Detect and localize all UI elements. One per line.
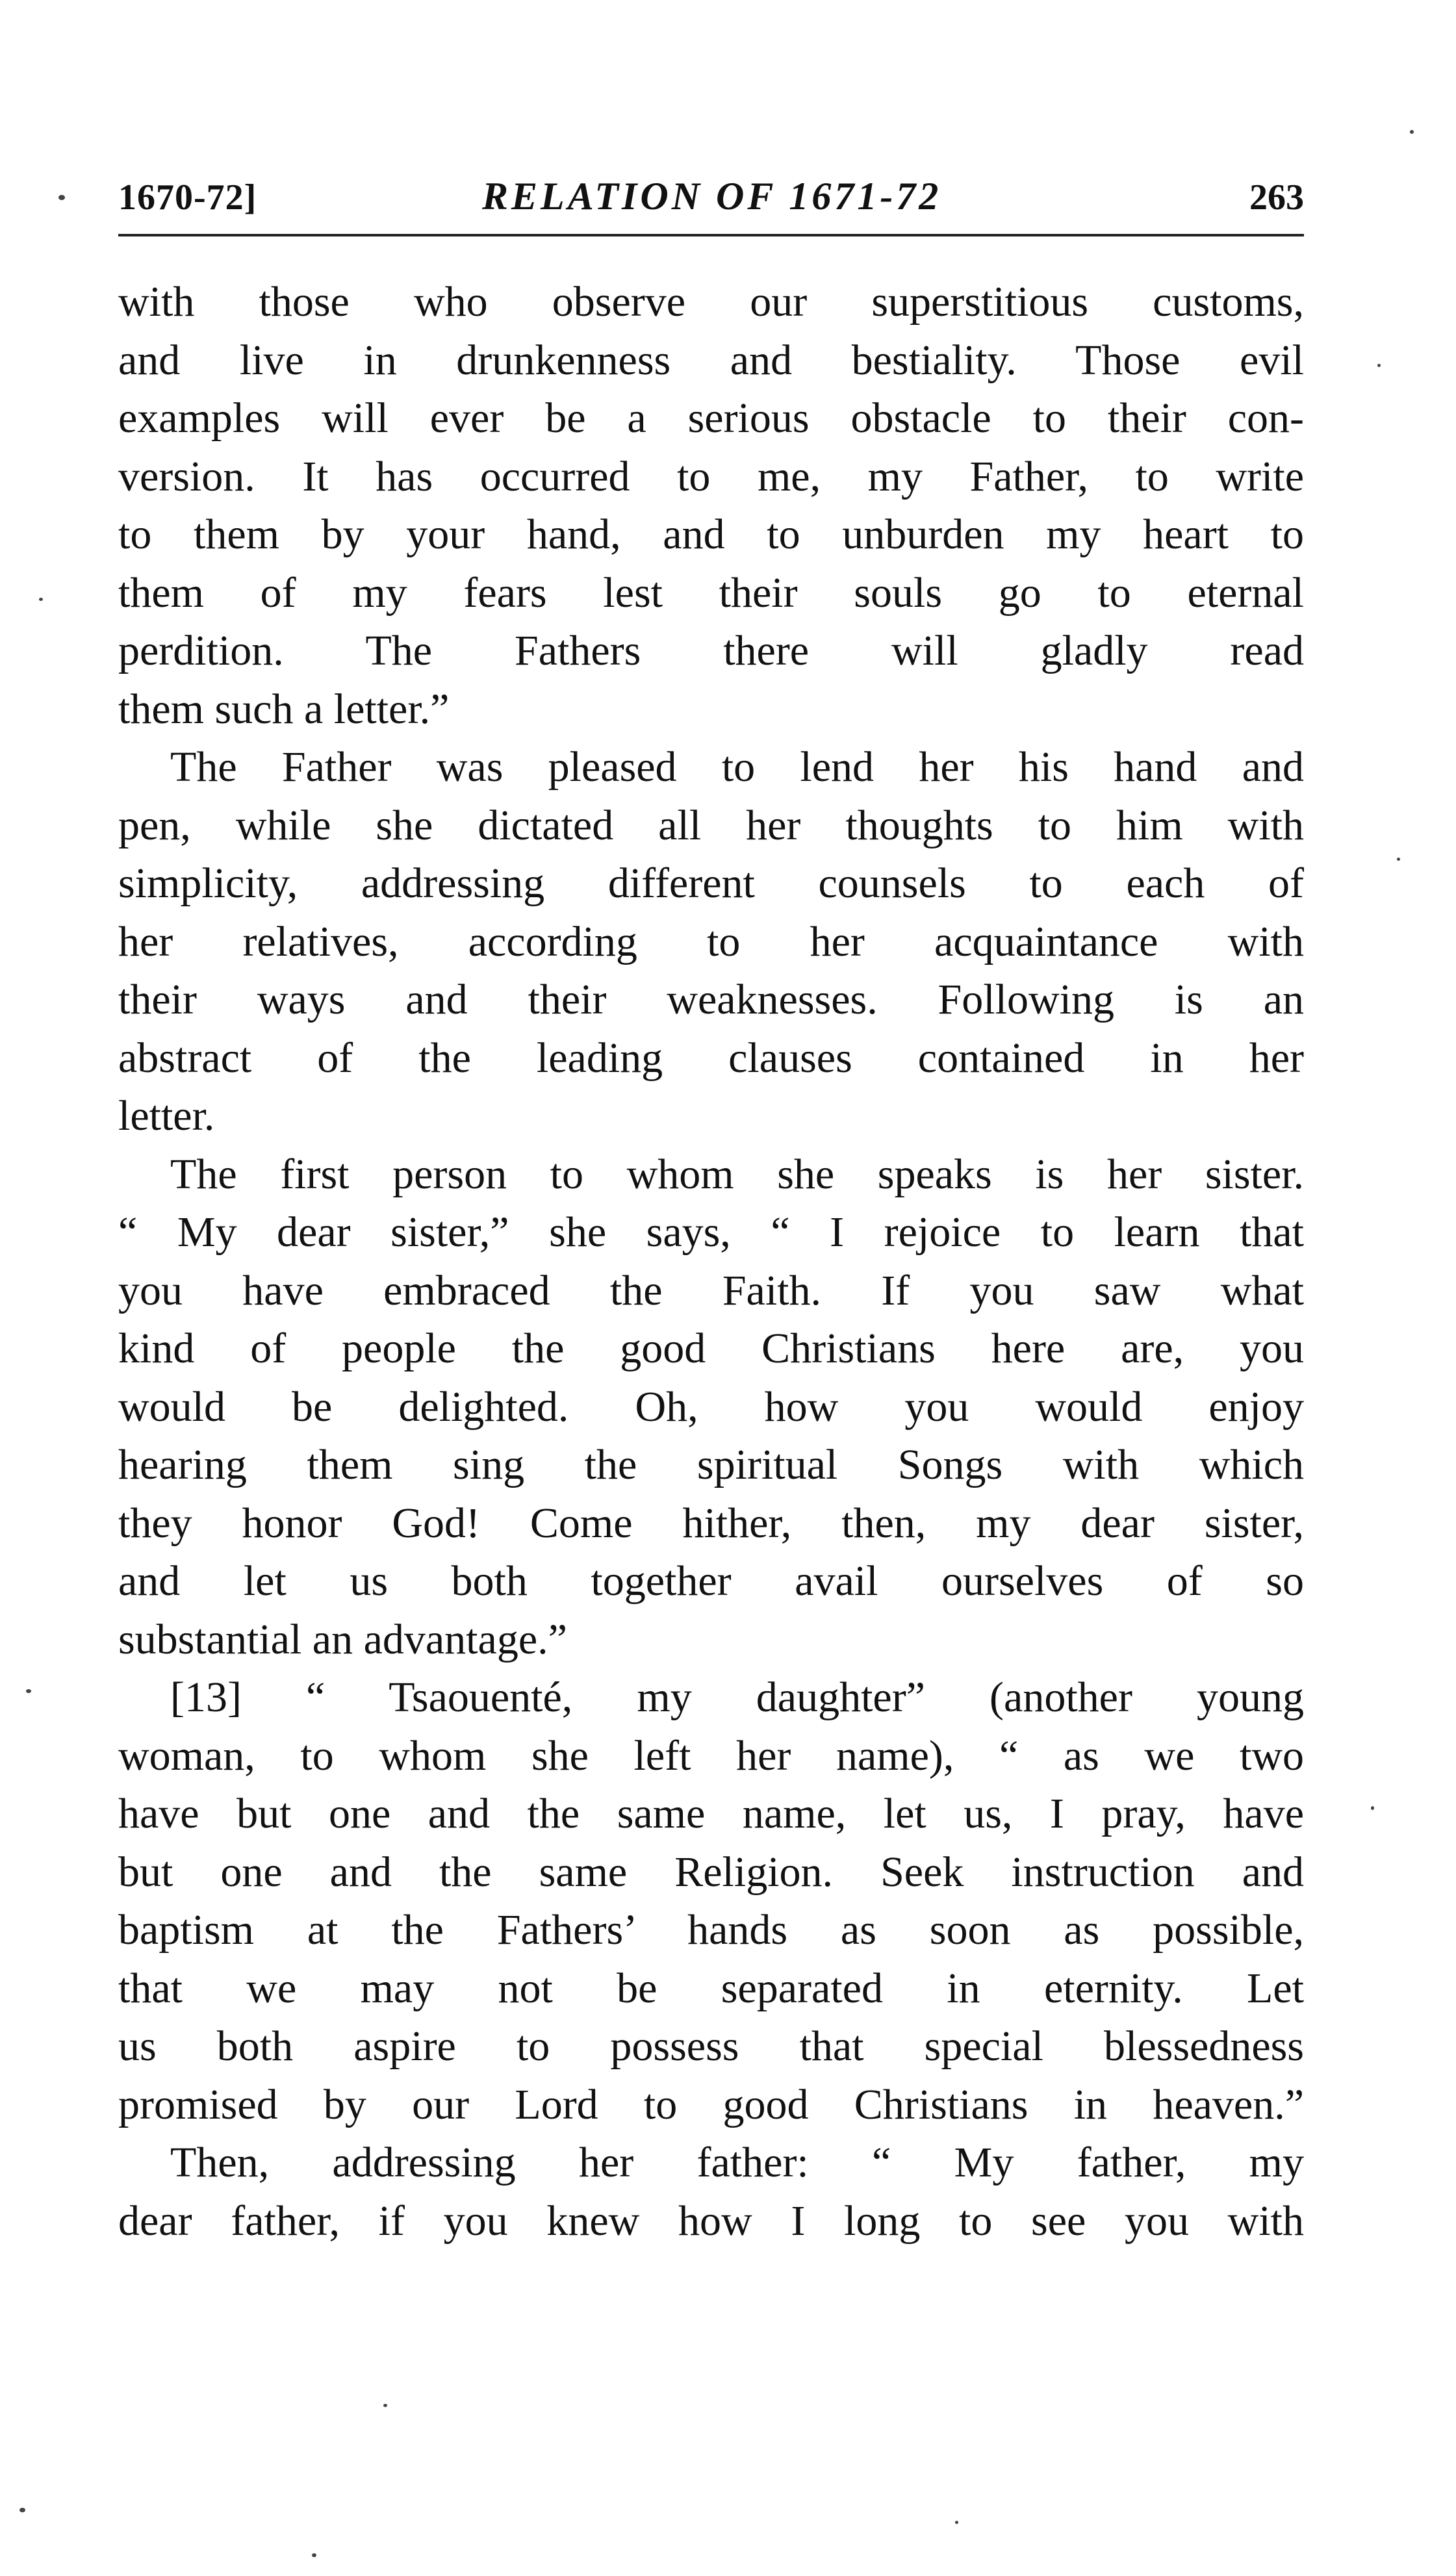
header-rule [118,234,1304,236]
text-line: perdition. The Fathers there will gladly read [118,627,1304,674]
scan-speck [39,598,43,601]
scan-speck [1397,858,1400,861]
text-line: with those who observe our superstitious customs, [118,278,1304,325]
text-line: that we may not be separated in eternity. Let [118,1964,1304,2012]
scan-speck [58,195,65,200]
scan-speck [1371,1806,1374,1810]
text-line: them of my fears lest their souls go to eternal [118,568,1304,617]
text-line: her relatives, according to her acquaintance with [118,917,1304,965]
text-line: us both aspire to possess that special blessedness [118,2022,1304,2070]
text-line: to them by your hand, and to unburden my heart to [118,511,1304,558]
scan-speck [1410,130,1414,134]
text-line: woman, to whom she left her name), “ as we two [118,1731,1304,1779]
text-line: have but one and the same name, let us, I pray, have [118,1790,1304,1837]
text-line: pen, while she dictated all her thoughts to him with [118,801,1304,849]
text-line: dear father, if you knew how I long to see you with [118,2197,1304,2245]
scan-speck [312,2553,316,2557]
text-line: The first person to whom she speaks is her sister. [170,1150,1304,1198]
text-line: Then, addressing her father: “ My father, my [170,2139,1304,2186]
text-line: but one and the same Religion. Seek instruction and [118,1848,1304,1896]
text-line: they honor God! Come hither, then, my dear sister, [118,1499,1304,1547]
text-line: version. It has occurred to me, my Father, to write [118,452,1304,500]
text-line: “ My dear sister,” she says, “ I rejoice to learn that [118,1208,1304,1256]
text-line: letter. [118,1092,215,1140]
scan-speck [955,2521,958,2524]
text-line: hearing them sing the spiritual Songs with which [118,1441,1304,1488]
text-line: and let us both together avail ourselves of so [118,1557,1304,1605]
text-line: [13] “ Tsaouenté, my daughter” (another young [170,1674,1304,1721]
text-line: their ways and their weaknesses. Following is an [118,976,1304,1023]
running-head [118,170,1304,229]
running-head-title: RELATION OF 1671-72 [482,175,942,218]
body-text [118,273,1304,2250]
text-line: examples will ever be a serious obstacle to their con- [118,394,1304,442]
text-line: promised by our Lord to good Christians in heaven.” [118,2080,1304,2128]
text-line: and live in drunkenness and bestiality. Those evil [118,336,1304,384]
text-line: baptism at the Fathers’ hands as soon as possible, [118,1906,1304,1954]
text-line: simplicity, addressing different counsels to each of [118,860,1304,907]
scan-speck [1377,364,1381,367]
running-head-year-range: 1670-72] [118,177,257,218]
text-line: The Father was pleased to lend her his hand and [170,743,1304,791]
scan-speck [26,1689,31,1693]
text-line: substantial an advantage.” [118,1615,567,1663]
scan-speck [383,2404,387,2407]
text-line: would be delighted. Oh, how you would enjoy [118,1383,1304,1431]
text-line: them such a letter.” [118,685,450,733]
page-number: 263 [1249,177,1304,218]
text-line: kind of people the good Christians here are, you [118,1325,1304,1372]
text-line: abstract of the leading clauses contained in her [118,1034,1304,1082]
text-line: you have embraced the Faith. If you saw what [118,1266,1304,1314]
scan-speck [19,2508,25,2512]
